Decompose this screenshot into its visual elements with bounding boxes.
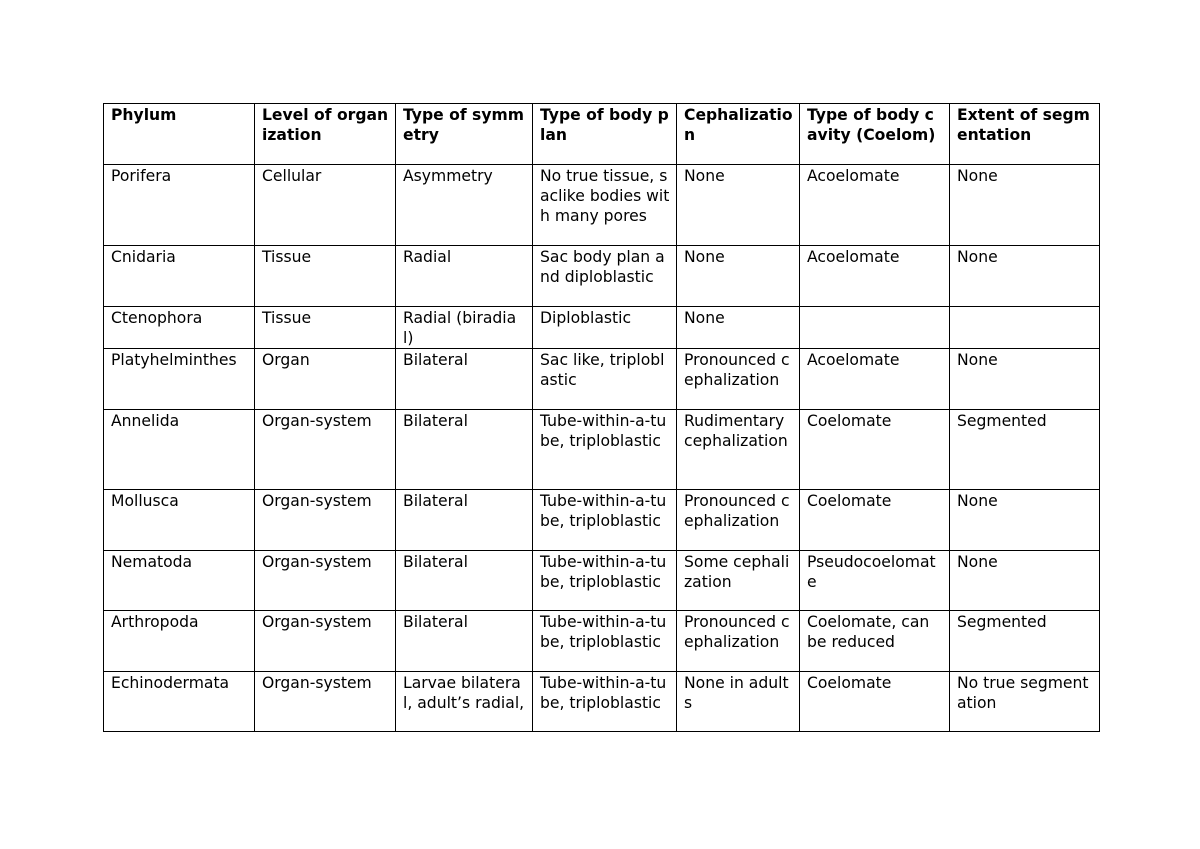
cell-body-cavity: Acoelomate <box>800 349 950 410</box>
cell-cephalization: Pronounced cephalization <box>677 490 800 551</box>
cell-segmentation: None <box>950 246 1100 307</box>
cell-type-of-body-plan: Tube-within-a-tube, triploblastic <box>533 490 677 551</box>
header-level-of-organization: Level of organization <box>255 104 396 165</box>
cell-type-of-symmetry: Asymmetry <box>396 165 533 246</box>
cell-segmentation: None <box>950 349 1100 410</box>
cell-segmentation: None <box>950 165 1100 246</box>
cell-type-of-body-plan: Sac body plan and diploblastic <box>533 246 677 307</box>
cell-type-of-symmetry: Bilateral <box>396 611 533 672</box>
cell-level-of-organization: Organ-system <box>255 672 396 732</box>
cell-type-of-symmetry: Larvae bilateral, adult’s radial, <box>396 672 533 732</box>
cell-level-of-organization: Tissue <box>255 246 396 307</box>
cell-level-of-organization: Organ-system <box>255 551 396 611</box>
table-row <box>104 611 1100 672</box>
cell-phylum: Nematoda <box>104 551 255 611</box>
header-cephalization: Cephalization <box>677 104 800 165</box>
cell-body-cavity: Coelomate, can be reduced <box>800 611 950 672</box>
cell-cephalization: None <box>677 307 800 349</box>
cell-cephalization: Rudimentary cephalization <box>677 410 800 490</box>
cell-body-cavity: Coelomate <box>800 672 950 732</box>
table-row <box>104 307 1100 349</box>
cell-type-of-body-plan: Tube-within-a-tube, triploblastic <box>533 672 677 732</box>
phylum-comparison-table <box>103 103 1100 732</box>
table-row <box>104 672 1100 732</box>
cell-level-of-organization: Organ-system <box>255 611 396 672</box>
cell-body-cavity: Pseudocoelomate <box>800 551 950 611</box>
cell-type-of-body-plan: Sac like, triploblastic <box>533 349 677 410</box>
cell-level-of-organization: Organ-system <box>255 410 396 490</box>
cell-type-of-body-plan: Tube-within-a-tube, triploblastic <box>533 410 677 490</box>
table-row <box>104 165 1100 246</box>
table-row <box>104 551 1100 611</box>
cell-phylum: Arthropoda <box>104 611 255 672</box>
cell-phylum: Annelida <box>104 410 255 490</box>
cell-segmentation: No true segmentation <box>950 672 1100 732</box>
cell-type-of-body-plan: Tube-within-a-tube, triploblastic <box>533 551 677 611</box>
cell-type-of-symmetry: Bilateral <box>396 490 533 551</box>
header-row <box>104 104 1100 165</box>
cell-phylum: Porifera <box>104 165 255 246</box>
cell-cephalization: None <box>677 246 800 307</box>
cell-body-cavity: Coelomate <box>800 410 950 490</box>
cell-cephalization: None in adults <box>677 672 800 732</box>
header-phylum: Phylum <box>104 104 255 165</box>
cell-type-of-body-plan: No true tissue, saclike bodies with many pores <box>533 165 677 246</box>
cell-type-of-symmetry: Bilateral <box>396 551 533 611</box>
cell-type-of-symmetry: Bilateral <box>396 349 533 410</box>
table-row <box>104 410 1100 490</box>
cell-cephalization: None <box>677 165 800 246</box>
cell-phylum: Platyhelminthes <box>104 349 255 410</box>
cell-cephalization: Pronounced cephalization <box>677 611 800 672</box>
cell-phylum: Ctenophora <box>104 307 255 349</box>
table-row <box>104 246 1100 307</box>
cell-type-of-symmetry: Bilateral <box>396 410 533 490</box>
cell-segmentation: Segmented <box>950 410 1100 490</box>
cell-phylum: Cnidaria <box>104 246 255 307</box>
cell-level-of-organization: Cellular <box>255 165 396 246</box>
cell-phylum: Echinodermata <box>104 672 255 732</box>
cell-segmentation: None <box>950 490 1100 551</box>
cell-body-cavity <box>800 307 950 349</box>
table-row <box>104 349 1100 410</box>
header-type-of-symmetry: Type of symmetry <box>396 104 533 165</box>
cell-level-of-organization: Organ-system <box>255 490 396 551</box>
cell-level-of-organization: Organ <box>255 349 396 410</box>
cell-body-cavity: Acoelomate <box>800 246 950 307</box>
header-type-of-body-plan: Type of body plan <box>533 104 677 165</box>
cell-type-of-symmetry: Radial (biradial) <box>396 307 533 349</box>
cell-segmentation <box>950 307 1100 349</box>
cell-phylum: Mollusca <box>104 490 255 551</box>
cell-cephalization: Pronounced cephalization <box>677 349 800 410</box>
table-row <box>104 490 1100 551</box>
cell-segmentation: Segmented <box>950 611 1100 672</box>
cell-segmentation: None <box>950 551 1100 611</box>
header-type-of-body-cavity: Type of body cavity (Coelom) <box>800 104 950 165</box>
header-extent-of-segmentation: Extent of segmentation <box>950 104 1100 165</box>
cell-type-of-body-plan: Tube-within-a-tube, triploblastic <box>533 611 677 672</box>
cell-level-of-organization: Tissue <box>255 307 396 349</box>
cell-type-of-symmetry: Radial <box>396 246 533 307</box>
cell-cephalization: Some cephalization <box>677 551 800 611</box>
cell-body-cavity: Coelomate <box>800 490 950 551</box>
cell-type-of-body-plan: Diploblastic <box>533 307 677 349</box>
cell-body-cavity: Acoelomate <box>800 165 950 246</box>
